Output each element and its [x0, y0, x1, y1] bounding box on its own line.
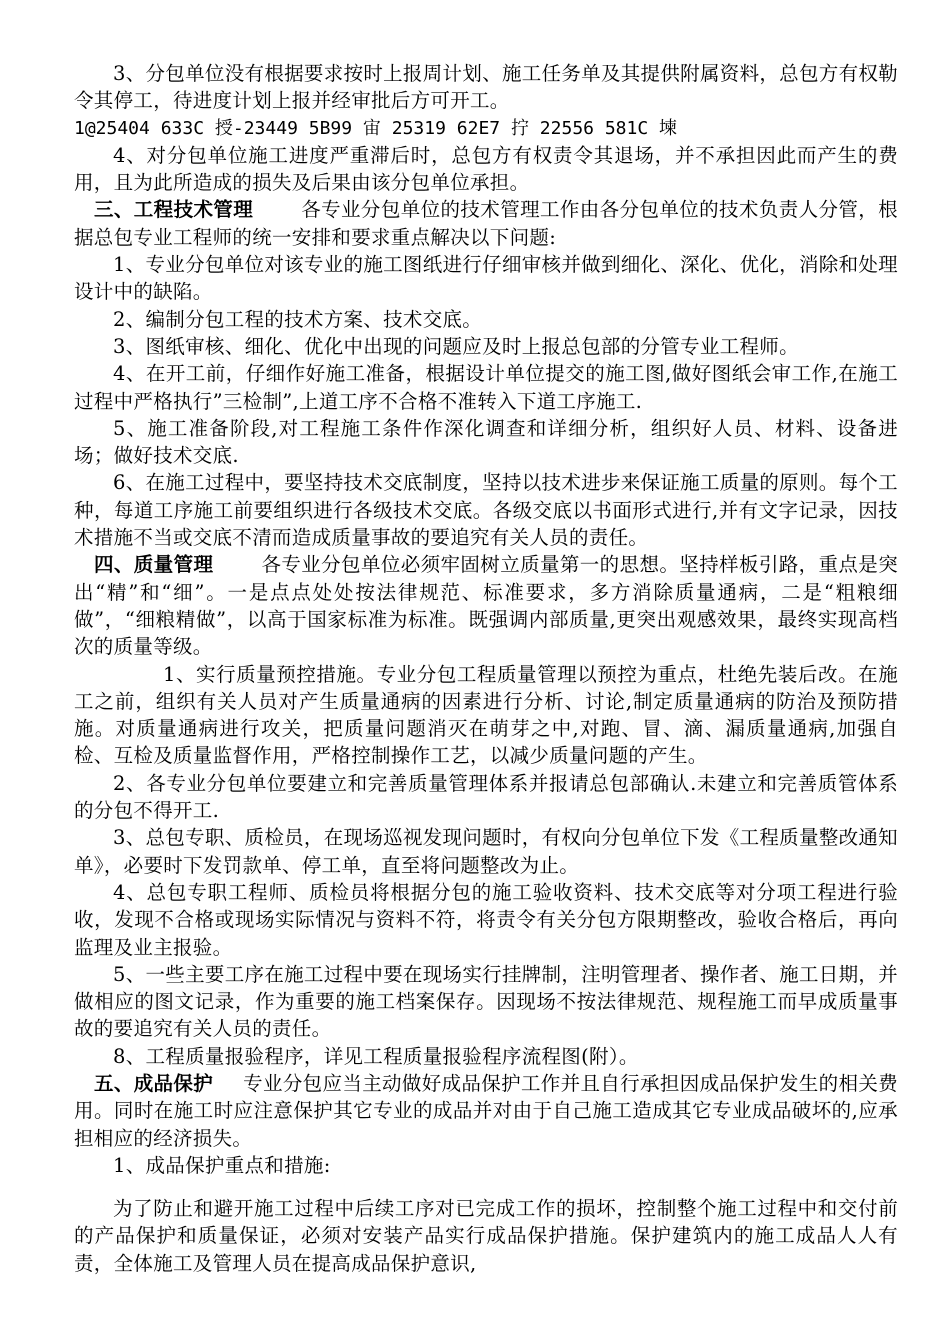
paragraph-tech-item-4: 4、在开工前，仔细作好施工准备，根据设计单位提交的施工图,做好图纸会审工作,在施工过程中严格执行”三检制”,上道工序不合格不准转入下道工序施工. — [74, 362, 898, 413]
paragraph-progress-item-3: 3、分包单位没有根据要求按时上报周计划、施工任务单及其提供附属资料，总包方有权勒令其停工，待进度计划上报并经审批后方可开工。 — [74, 62, 898, 113]
paragraph-tech-item-5: 5、施工准备阶段,对工程施工条件作深化调查和详细分析，组织好人员、材料、设备进场；做好技术交底. — [74, 416, 898, 468]
paragraph-gap — [74, 1179, 898, 1195]
paragraph-quality-item-8: 8、工程质量报验程序，详见工程质量报验程序流程图(附）。 — [113, 1044, 639, 1068]
section-text: 各专业分包单位必须牢固树立质量第一的思想。坚持样板引路，重点是突出“精”和“细”。一是点点处处按法律规范、标准要求，多方消除质量通病，二是“粗粮细做”，“细粮精做”，以高于国家标准为标准。既强调内部质量,更突出观感效果，最终实现高档次的质量等级。 — [74, 553, 898, 659]
paragraph-tech-item-3: 3、图纸审核、细化、优化中出现的问题应及时上报总包部的分管专业工程师。 — [113, 334, 799, 358]
section-heading: 四、质量管理 — [94, 553, 214, 577]
paragraph-tech-item-1: 1、专业分包单位对该专业的施工图纸进行仔细审核并做到细化、深化、优化，消除和处理设计中的缺陷。 — [74, 253, 898, 304]
section-text: 专业分包应当主动做好成品保护工作并且自行承担因成品保护发生的相关费用。同时在施工时应注意保护其它专业的成品并对由于自己施工造成其它专业成品破坏的,应承担相应的经济损失。 — [74, 1071, 898, 1150]
paragraph-quality-item-3: 3、总包专职、质检员，在现场巡视发现问题时，有权向分包单位下发《工程质量整改通知单》，必要时下发罚款单、停工单，直至将问题整改为止。 — [74, 826, 898, 877]
section-technical-management — [74, 196, 898, 251]
paragraph-protection-item-1: 1、成品保护重点和措施: — [113, 1153, 331, 1177]
garbled-code-line: 1@25404 633C 授-23449 5B99 宙 25319 62E7 拧 22556 581C 堜 — [74, 117, 678, 139]
paragraph-protection-intro: 为了防止和避开施工过程中后续工序对已完成工作的损坏，控制整个施工过程中和交付前的产品保护和质量保证，必须对安装产品实行成品保护措施。保护建筑内的施工成品人人有责，全体施工及管理人员在提高成品保护意识, — [74, 1197, 898, 1275]
paragraph-quality-item-2: 2、各专业分包单位要建立和完善质量管理体系并报请总包部确认.未建立和完善质管体系的分包不得开工. — [74, 771, 898, 823]
section-quality-management — [74, 551, 898, 660]
paragraph-progress-item-4: 4、对分包单位施工进度严重滞后时，总包方有权责令其退场，并不承担因此而产生的费用，且为此所造成的损失及后果由该分包单位承担。 — [74, 143, 898, 195]
section-heading: 五、成品保护 — [94, 1071, 214, 1095]
section-text: 各专业分包单位的技术管理工作由各分包单位的技术负责人分管，根据总包专业工程师的统一安排和要求重点解决以下问题: — [74, 198, 898, 249]
section-heading: 三、工程技术管理 — [94, 198, 254, 222]
paragraph-quality-item-1: 1、实行质量预控措施。专业分包工程质量管理以预控为重点，杜绝先装后改。在施工之前，组织有关人员对产生质量通病的因素进行分析、讨论,制定质量通病的防治及预防措施。对质量通病进行攻关，把质量问题消灭在萌芽之中,对跑、冒、滴、漏质量通病,加强自检、互检及质量监督作用，严格控制操作工艺，以减少质量问题的产生。 — [74, 662, 898, 768]
document-body — [74, 60, 898, 1277]
paragraph-quality-item-4: 4、总包专职工程师、质检员将根据分包的施工验收资料、技术交底等对分项工程进行验收，发现不合格或现场实际情况与资料不符，将责令有关分包方限期整改，验收合格后，再向监理及业主报验。 — [74, 880, 898, 959]
paragraph-quality-item-5: 5、一些主要工序在施工过程中要在现场实行挂牌制，注明管理者、操作者、施工日期，并做相应的图文记录，作为重要的施工档案保存。因现场不按法律规范、规程施工而早成质量事故的要追究有关人员的责任。 — [74, 962, 898, 1041]
paragraph-tech-item-6: 6、在施工过程中，要坚持技术交底制度，坚持以技术进步来保证施工质量的原则。每个工种，每道工序施工前要组织进行各级技术交底。各级交底以书面形式进行,并有文字记录，因技术措施不当或交底不清而造成质量事故的要追究有关人员的责任。 — [74, 471, 898, 550]
paragraph-tech-item-2: 2、编制分包工程的技术方案、技术交底。 — [113, 307, 483, 331]
section-product-protection — [74, 1070, 898, 1152]
